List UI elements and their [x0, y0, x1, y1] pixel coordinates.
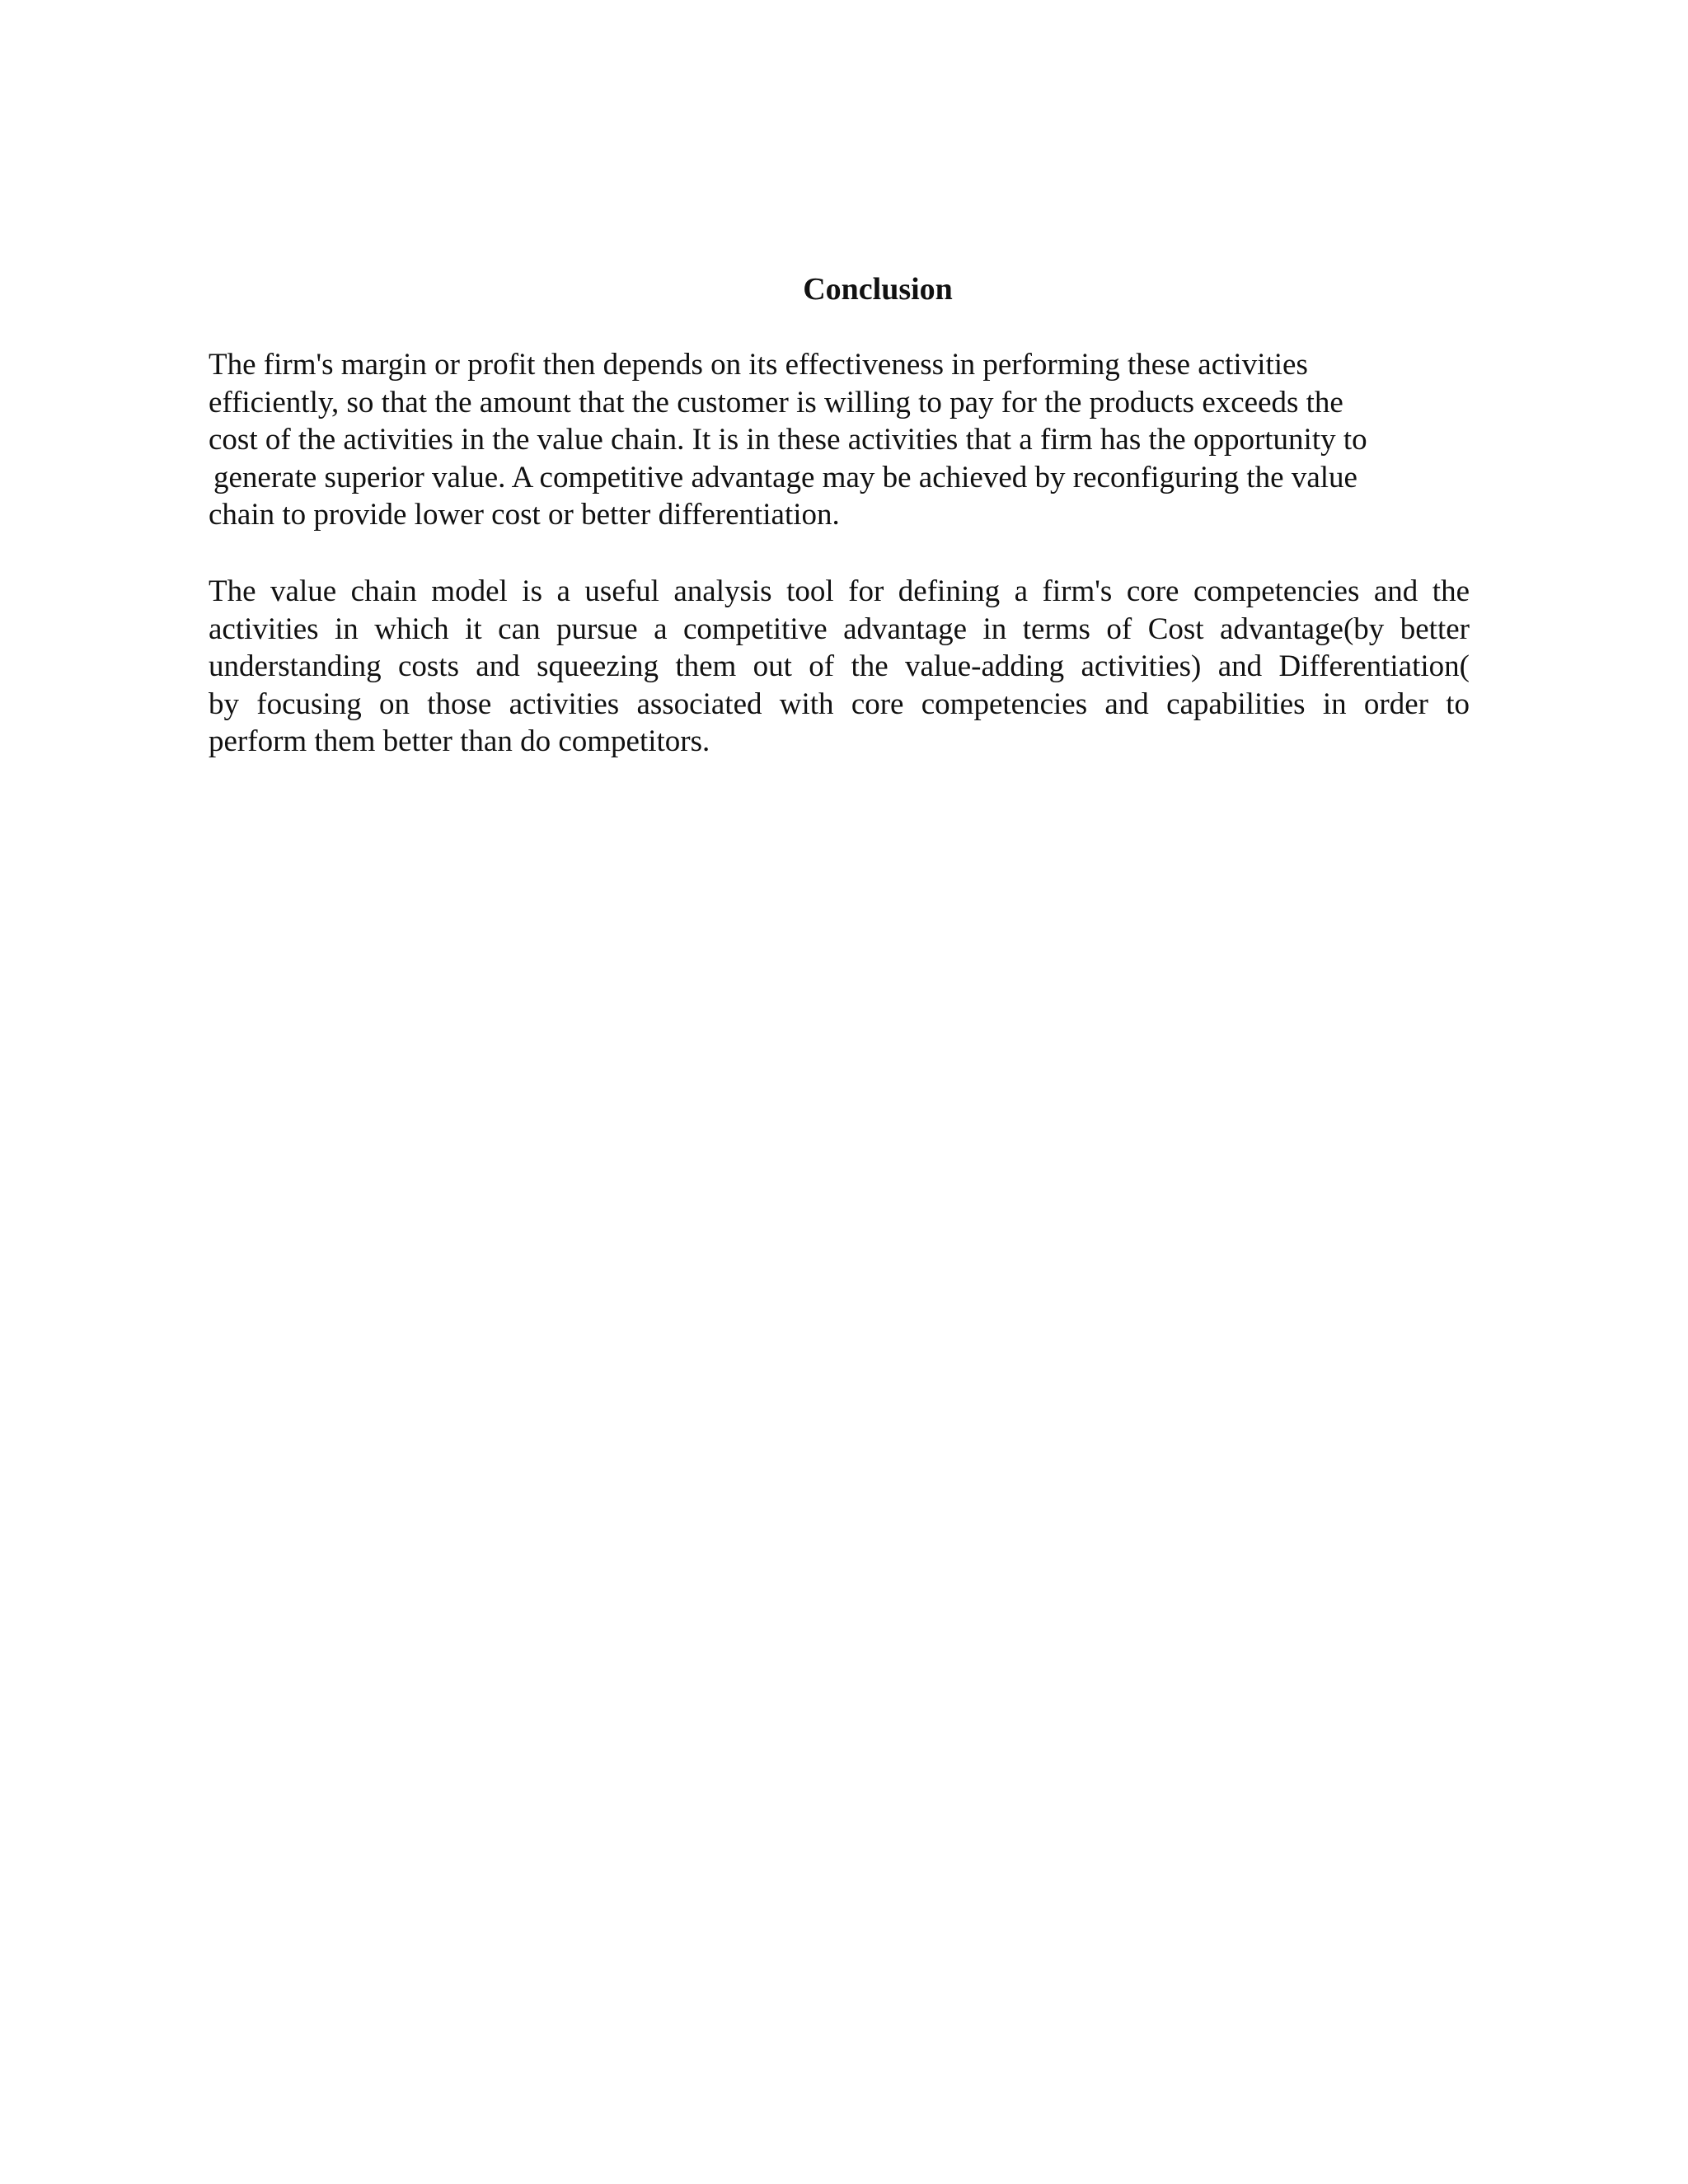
paragraph-line: chain to provide lower cost or better differentiation.	[209, 498, 840, 532]
paragraph-firm-margin	[209, 346, 1470, 534]
paragraph-line: by focusing on those activities associated with core competencies and capabilities in order to	[209, 687, 1470, 721]
paragraph-line: The value chain model is a useful analysis tool for defining a firm's core competencies and the	[209, 574, 1470, 608]
paragraph-line: activities in which it can pursue a competitive advantage in terms of Cost advantage(by better	[209, 612, 1470, 646]
paragraph-line: perform them better than do competitors.	[209, 724, 710, 758]
paragraph-value-chain-model	[209, 573, 1470, 761]
heading-conclusion: Conclusion	[803, 272, 953, 307]
paragraph-line: efficiently, so that the amount that the customer is willing to pay for the products exceeds the	[209, 385, 1343, 419]
paragraph-line: The firm's margin or profit then depends on its effectiveness in performing these activities	[209, 348, 1308, 382]
paragraph-line: cost of the activities in the value chain. It is in these activities that a firm has the opportunity to	[209, 423, 1367, 457]
paragraph-line: generate superior value. A competitive advantage may be achieved by reconfiguring the value	[213, 460, 1357, 494]
paragraph-line: understanding costs and squeezing them out of the value-adding activities) and Differentiation(	[209, 649, 1470, 683]
